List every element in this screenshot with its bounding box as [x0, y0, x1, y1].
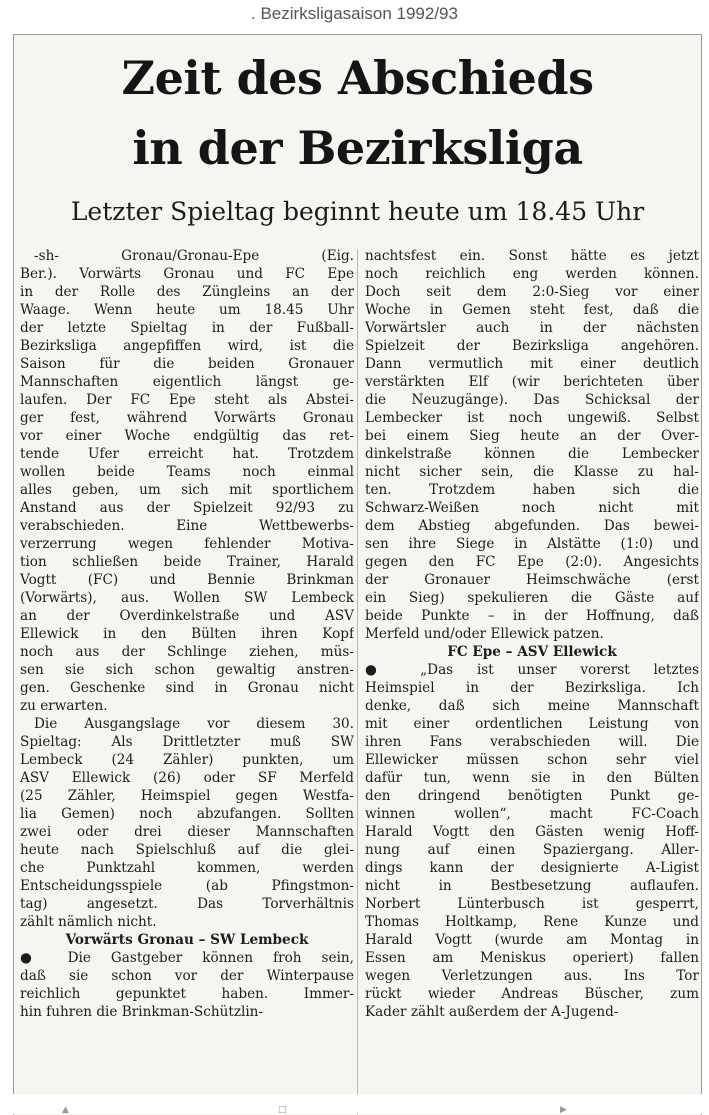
article-line: alles geben, um sich mit sportlichem: [20, 482, 354, 498]
article-line: Harald Vogtt den Gästen wenig Hoff-: [365, 824, 699, 840]
article-line: Bezirksliga angepfiffen wird, ist die: [20, 338, 354, 354]
article-line: Essen am Meniskus operiert) fallen: [365, 950, 699, 966]
article-line: Ber.). Vorwärts Gronau und FC Epe: [20, 266, 354, 282]
article-line: beide Punkte – in der Hoffnung, daß: [365, 608, 699, 624]
article-line: Lembecker ist noch ungewiß. Selbst: [365, 410, 699, 426]
article-line: Heimspiel in der Bezirksliga. Ich: [365, 680, 699, 696]
section-heading: FC Epe – ASV Ellewick: [447, 644, 617, 660]
article-line: Mannschaften eigentlich längst ge-: [20, 374, 354, 390]
article-line: denke, daß sich meine Mannschaft: [365, 698, 699, 714]
page-bottom-bar: [0, 1094, 709, 1114]
article-line: nung auf einen Spaziergang. Aller-: [365, 842, 699, 858]
article-line: che Punktzahl kommen, werden: [20, 860, 354, 876]
article-line: Schwarz-Weißen noch nicht mit: [365, 500, 699, 516]
article-line: bei einem Sieg heute an der Over-: [365, 428, 699, 444]
pointer-icon: ▲: [62, 1105, 69, 1115]
article-line: sen ihre Siege in Alstätte (1:0) und: [365, 536, 699, 552]
newspaper-clipping: [13, 34, 702, 1115]
article-line: Thomas Holtkamp, Rene Kunze und: [365, 914, 699, 930]
article-line: tion schließen beide Trainer, Harald: [20, 554, 354, 570]
article-line: verabschieden. Eine Wettbewerbs-: [20, 518, 354, 534]
article-line: Entscheidungsspiele (ab Pfingstmon-: [20, 878, 354, 894]
article-line: der Gronauer Heimschwäche (erst: [365, 572, 699, 588]
article-line: Saison für die beiden Gronauer: [20, 356, 354, 372]
article-line: Ellewicker müssen schon sehr viel: [365, 752, 699, 768]
article-line: ger fest, während Vorwärts Gronau: [20, 410, 354, 426]
article-line: ihren Fans verabschieden will. Die: [365, 734, 699, 750]
article-line: der letzte Spieltag in der Fußball-: [20, 320, 354, 336]
article-line: Spieltag: Als Drittletzter muß SW: [20, 734, 354, 750]
article-line: (Vorwärts), aus. Wollen SW Lembeck: [20, 590, 354, 606]
article-line: verstärkten Elf (wir berichteten über: [365, 374, 699, 390]
article-line: laufen. Der FC Epe steht als Abstei-: [20, 392, 354, 408]
article-line: Vorwärtsler auch in der nächsten: [365, 320, 699, 336]
article-line: verzerrung wegen fehlender Motiva-: [20, 536, 354, 552]
headline-line-2: in der Bezirksliga: [132, 121, 583, 175]
article-line: die Neuzugänge). Das Schicksal der: [365, 392, 699, 408]
article-line: dem Abstieg abgefunden. Das bewei-: [365, 518, 699, 534]
article-line: zählt nämlich nicht.: [20, 914, 157, 930]
article-line: Harald Vogtt (wurde am Montag in: [365, 932, 699, 948]
article-line: nicht sicher sein, die Klasse zu hal-: [365, 464, 699, 480]
article-line: gegen den FC Epe (2:0). Angesichts: [365, 554, 699, 570]
article-line: Lembeck (24 Zähler) punkten, um: [20, 752, 354, 768]
headline-line-1: Zeit des Abschieds: [121, 51, 594, 105]
arrow-icon: ▶: [560, 1105, 567, 1115]
article-line: Merfeld und/oder Ellewick patzen.: [365, 626, 604, 642]
article-line: heute nach Spielschluß auf die glei-: [20, 842, 354, 858]
article-line: ● „Das ist unser vorerst letztes: [365, 662, 699, 678]
article-line: reichlich gepunktet haben. Immer-: [20, 986, 354, 1002]
article-line: Dann vermutlich mit einer deutlich: [365, 356, 699, 372]
article-line: wegen Verletzungen aus. Ins Tor: [365, 968, 699, 984]
article-line: an der Overdinkelstraße und ASV: [20, 608, 354, 624]
article-line: gen. Geschenke sind in Gronau nicht: [20, 680, 354, 696]
article-column-right: [365, 247, 699, 1021]
article-line: noch aus der Schlinge ziehen, müs-: [20, 644, 354, 660]
subheadline: Letzter Spieltag beginnt heute um 18.45 Uhr: [70, 197, 645, 226]
article-line: ASV Ellewick (26) oder SF Merfeld: [20, 770, 354, 786]
article-line: tende Ufer erreicht hat. Trotzdem: [20, 446, 354, 462]
article-line: vor einer Woche endgültig das ret-: [20, 428, 354, 444]
article-line: dings kann der designierte A-Ligist: [365, 860, 699, 876]
article-line: Spielzeit der Bezirksliga angehören.: [365, 338, 699, 354]
article-line: dinkelstraße können die Lembecker: [365, 446, 699, 462]
article-line: Woche in Gemen steht fest, daß die: [365, 302, 699, 318]
article-line: Doch seit dem 2:0-Sieg vor einer: [365, 284, 699, 300]
article-line: lia Gemen) noch abzufangen. Sollten: [20, 806, 354, 822]
article-line: Waage. Wenn heute um 18.45 Uhr: [20, 302, 354, 318]
article-line: in der Rolle des Züngleins an der: [20, 284, 354, 300]
article-line: winnen wollen“, macht FC-Coach: [365, 806, 699, 822]
article-line: dafür tun, wenn sie in den Bülten: [365, 770, 699, 786]
article-line: (25 Zähler, Heimspiel gegen Westfa-: [20, 788, 354, 804]
article-line: zu erwarten.: [20, 698, 108, 714]
article-line: ten. Trotzdem haben sich die: [365, 482, 699, 498]
article-line: sen sie sich schon gewaltig anstren-: [20, 662, 354, 678]
article-line: wollen beide Teams noch einmal: [20, 464, 354, 480]
article-line: nicht in Bestbesetzung auflaufen.: [365, 878, 699, 894]
article-line: tag) angesetzt. Das Torverhältnis: [20, 896, 354, 912]
article-line: -sh- Gronau/Gronau-Epe (Eig.: [34, 248, 354, 264]
article-line: noch reichlich eng werden können.: [365, 266, 699, 282]
article-line: Kader zählt außerdem der A-Jugend-: [365, 1004, 619, 1020]
article-line: nachtsfest ein. Sonst hätte es jetzt: [365, 248, 699, 264]
article-line: Norbert Lünterbusch ist gesperrt,: [365, 896, 699, 912]
article-line: ein Sieg) spekulieren die Gäste auf: [365, 590, 699, 606]
article-column-left: [20, 247, 354, 1021]
article-line: rückt wieder Andreas Büscher, zum: [365, 986, 699, 1002]
article-line: ● Die Gastgeber können froh sein,: [20, 950, 354, 966]
article-line: Die Ausgangslage vor diesem 30.: [34, 716, 354, 732]
article-line: den dringend benötigten Punkt ge-: [365, 788, 699, 804]
article-line: zwei oder drei dieser Mannschaften: [20, 824, 354, 840]
article-line: Anstand aus der Spielzeit 92/93 zu: [20, 500, 354, 516]
image-caption: . Bezirksligasaison 1992/93: [251, 4, 458, 23]
article-line: hin fuhren die Brinkman-Schützlin-: [20, 1004, 264, 1020]
column-divider: [357, 249, 358, 1115]
article-line: Ellewick in den Bülten ihren Kopf: [20, 626, 354, 642]
section-heading: Vorwärts Gronau – SW Lembeck: [65, 932, 309, 948]
article-line: Vogtt (FC) und Bennie Brinkman: [20, 572, 354, 588]
article-line: mit einer ordentlichen Leistung von: [365, 716, 699, 732]
frame-icon: □: [278, 1105, 287, 1115]
article-line: daß sie schon vor der Winterpause: [20, 968, 354, 984]
